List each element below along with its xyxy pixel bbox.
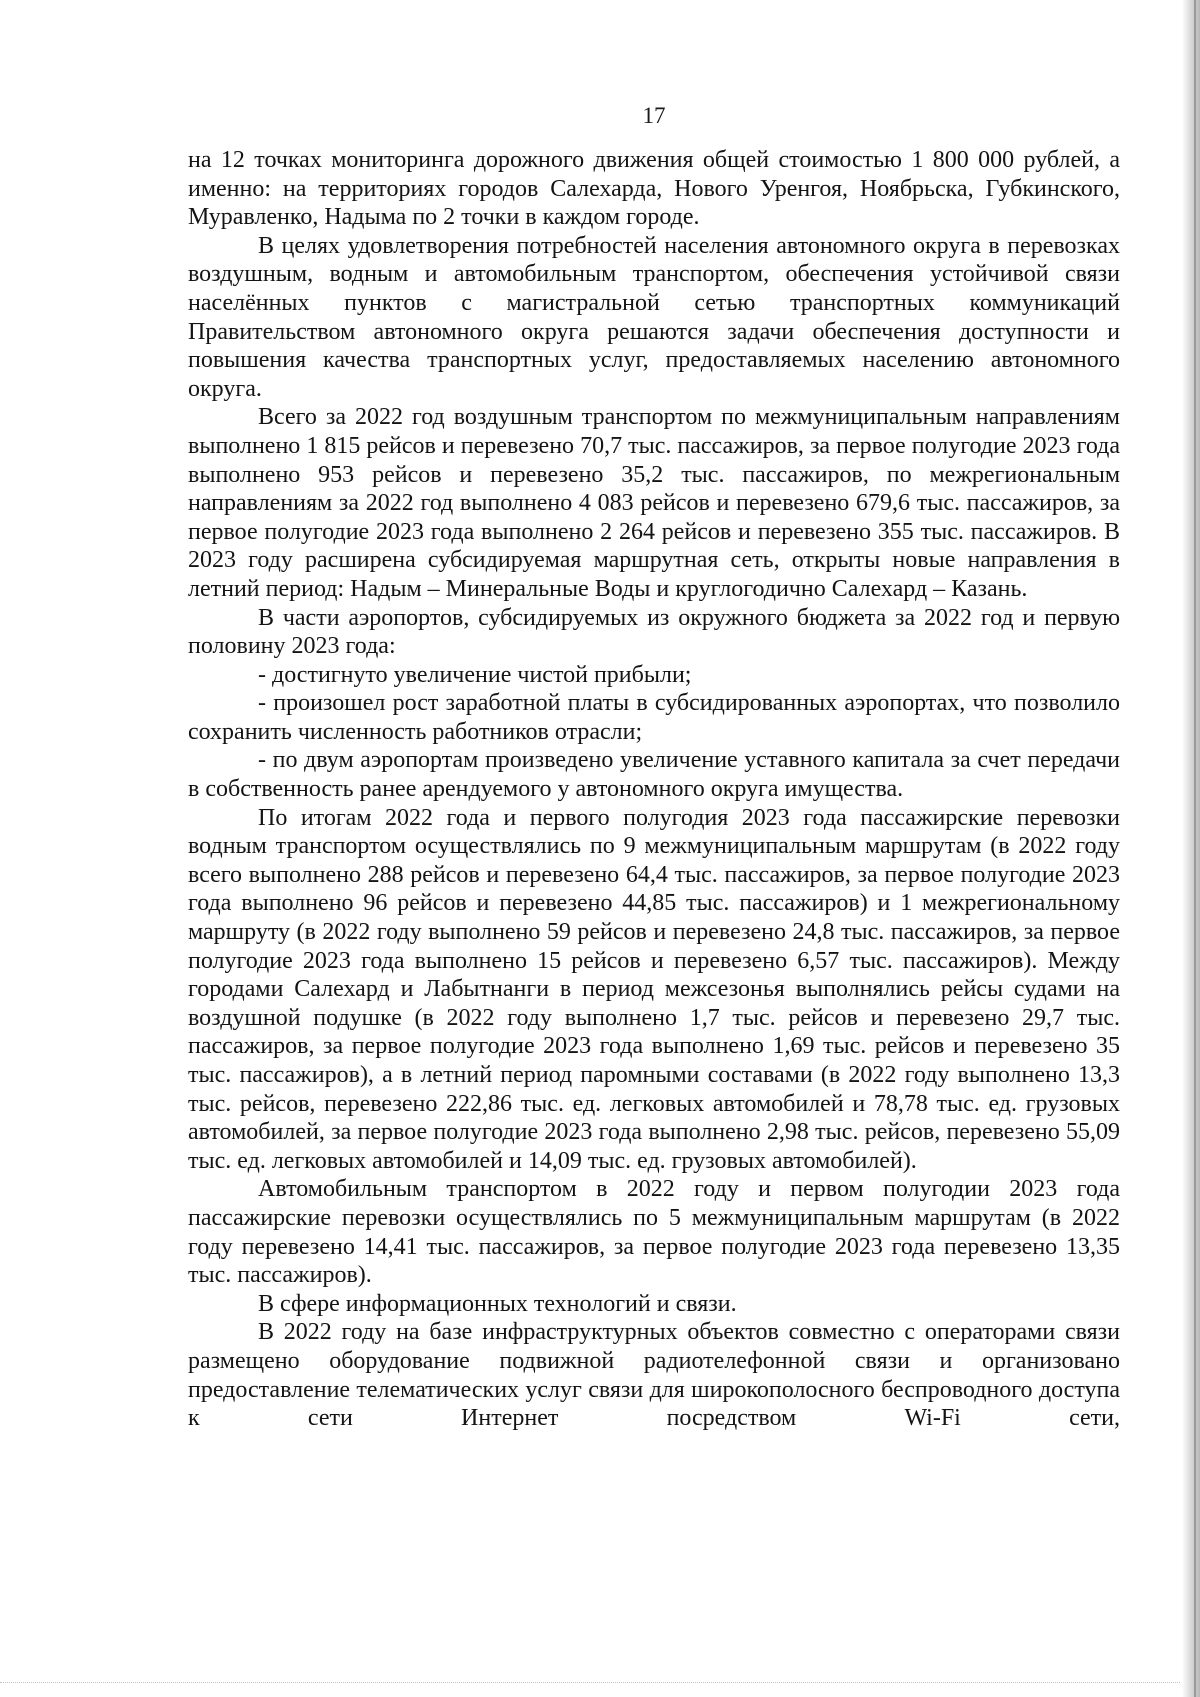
list-item-capital-increase: - по двум аэропортам произведено увеличение уставного капитала за счет передачи в собственность ранее арендуемого у автономного округа имущества. (188, 747, 1120, 803)
page-edge-shadow (1182, 0, 1200, 1697)
paragraph-it-heading: В сфере информационных технологий и связи. (258, 1290, 737, 1317)
paragraph-water-transport: По итогам 2022 года и первого полугодия 2023 года пассажирские перевозки водным транспортом осуществлялись по 9 межмуниципальным маршрутам (в 2022 году всего выполнено 288 рейсов и перевезено 64,4 тыс. пассажиров, за первое полугодие 2023 года выполнено 96 рейсов и перевезено 44,85 тыс. пассажиров) и 1 межрегиональному маршруту (в 2022 году выполнено 59 рейсов и перевезено 24,8 тыс. пассажиров, за первое полугодие 2023 года выполнено 15 рейсов и перевезено 6,57 тыс. пассажиров). Между городами Салехард и Лабытнанги в период межсезонья выполнялись рейсы судами на воздушной подушке (в 2022 году выполнено 1,7 тыс. рейсов и перевезено 29,7 тыс. пассажиров, за первое полугодие 2023 года выполнено 1,69 тыс. рейсов и перевезено 35 тыс. пассажиров), а в летний период паромными составами (в 2022 году выполнено 13,3 тыс. рейсов, перевезено 222,86 тыс. ед. легковых автомобилей и 78,78 тыс. ед. грузовых автомобилей, за первое полугодие 2023 года выполнено 2,98 тыс. рейсов, перевезено 55,09 тыс. ед. легковых автомобилей и 14,09 тыс. ед. грузовых автомобилей). (188, 804, 1120, 1174)
list-item-salary-growth: - произошел рост заработной платы в субсидированных аэропортах, что позволило сохранить численность работников отрасли; (188, 690, 1120, 745)
body-text (188, 146, 1120, 1433)
paragraph-road-transport: Автомобильным транспортом в 2022 году и первом полугодии 2023 года пассажирские перевозки осуществлялись по 5 межмуниципальным маршрутам (в 2022 году перевезено 14,41 тыс. пассажиров, за первое полугодие 2023 года перевезено 13,35 тыс. пассажиров). (188, 1176, 1120, 1289)
paragraph-air-transport: Всего за 2022 год воздушным транспортом по межмуниципальным направлениям выполнено 1 815 рейсов и перевезено 70,7 тыс. пассажиров, за первое полугодие 2023 года выполнено 953 рейсов и перевезено 35,2 тыс. пассажиров, по межрегиональным направлениям за 2022 год выполнено 4 083 рейсов и перевезено 679,6 тыс. пассажиров, за первое полугодие 2023 года выполнено 2 264 рейсов и перевезено 355 тыс. пассажиров. В 2023 году расширена субсидируемая маршрутная сеть, открыты новые направления в летний период: Надым – Минеральные Воды и круглогодично Салехард – Казань. (188, 404, 1120, 602)
paragraph-monitoring-points: на 12 точках мониторинга дорожного движения общей стоимостью 1 800 000 рублей, а именно: на территориях городов Салехарда, Нового Уренгоя, Ноябрьска, Губкинского, Муравленко, Надыма по 2 точки в каждом городе. (188, 147, 1120, 231)
scan-bottom-marks (0, 1682, 1180, 1687)
paragraph-airports-intro: В части аэропортов, субсидируемых из окружного бюджета за 2022 год и первую половину 2023 года: (188, 604, 1120, 660)
paragraph-it-infrastructure: В 2022 году на базе инфраструктурных объектов совместно с операторами связи размещено оборудование подвижной радиотелефонной связи и организовано предоставление телематических услуг связи для широкополосного беспроводного доступа к сети Интернет посредством Wi-Fi сети, (188, 1319, 1120, 1432)
list-item-net-profit: - достигнуто увеличение чистой прибыли; (258, 661, 692, 688)
page-edge-line (1194, 0, 1196, 1697)
paragraph-transport-goals: В целях удовлетворения потребностей населения автономного округа в перевозках воздушным, водным и автомобильным транспортом, обеспечения устойчивой связи населённых пунктов с магистральной сетью транспортных коммуникаций Правительством автономного округа решаются задачи обеспечения доступности и повышения качества транспортных услуг, предоставляемых населению автономного округа. (188, 232, 1120, 402)
page-number: 17 (642, 103, 666, 128)
